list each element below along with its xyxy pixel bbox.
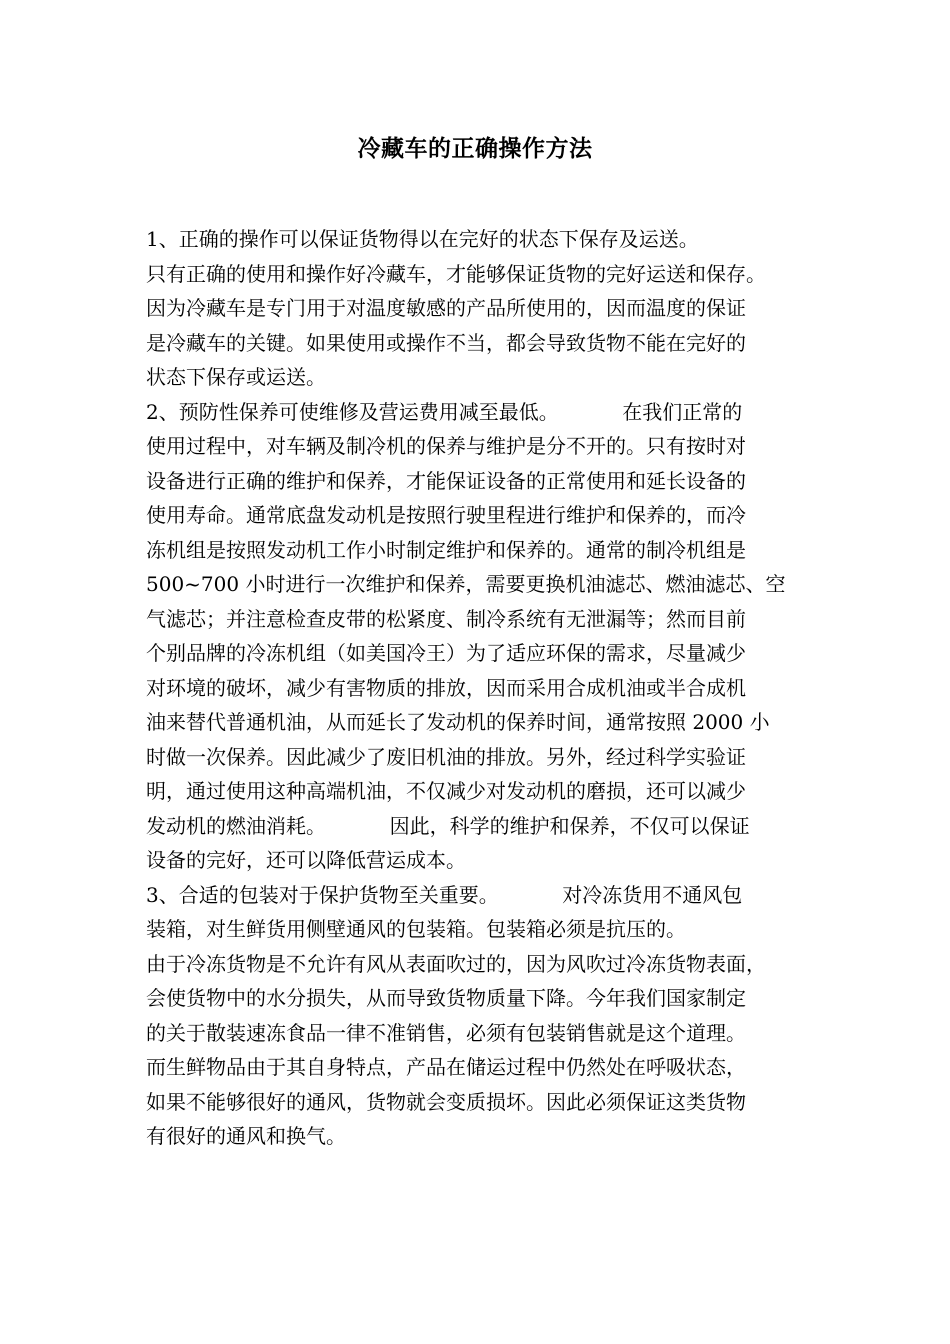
body-line: 1、正确的操作可以保证货物得以在完好的状态下保存及运送。 [146, 227, 699, 251]
body-line: 对环境的破坏，减少有害物质的排放，因而采用合成机油或半合成机 [146, 675, 746, 700]
body-line: 状态下保存或运送。 [146, 365, 326, 389]
document-title: 冷藏车的正确操作方法 [357, 135, 593, 162]
document-body [146, 222, 836, 1154]
body-line: 会使货物中的水分损失，从而导致货物质量下降。今年我们国家制定 [146, 986, 746, 1010]
body-line: 时做一次保养。因此减少了废旧机油的排放。另外，经过科学实验证 [146, 744, 746, 769]
body-line: 有很好的通风和换气。 [146, 1124, 346, 1148]
body-line: 设备的完好，还可以降低营运成本。 [146, 848, 466, 872]
body-line: 而生鲜物品由于其自身特点，产品在储运过程中仍然处在呼吸状态， [146, 1055, 746, 1079]
body-line: 的关于散装速冻食品一律不准销售，必须有包装销售就是这个道理。 [146, 1020, 746, 1045]
body-line: 设备进行正确的维护和保养，才能保证设备的正常使用和延长设备的 [146, 468, 746, 493]
body-line: 2、预防性保养可使维修及营运费用减至最低。 在我们正常的 [146, 399, 743, 424]
body-line: 500~700 小时进行一次维护和保养，需要更换机油滤芯、燃油滤芯、空 [146, 572, 786, 596]
body-line: 使用过程中，对车辆及制冷机的保养与维护是分不开的。只有按时对 [146, 434, 746, 458]
body-line: 冻机组是按照发动机工作小时制定维护和保养的。通常的制冷机组是 [146, 537, 746, 562]
body-line: 只有正确的使用和操作好冷藏车，才能够保证货物的完好运送和保存。 [146, 261, 766, 286]
body-line: 气滤芯；并注意检查皮带的松紧度、制冷系统有无泄漏等；然而目前 [146, 606, 746, 631]
body-line: 发动机的燃油消耗。 因此，科学的维护和保养，不仅可以保证 [146, 813, 750, 838]
body-line: 3、合适的包装对于保护货物至关重要。 对冷冻货用不通风包 [146, 882, 743, 907]
body-line: 明，通过使用这种高端机油，不仅减少对发动机的磨损，还可以减少 [146, 779, 746, 803]
body-line: 如果不能够很好的通风，货物就会变质损坏。因此必须保证这类货物 [146, 1089, 746, 1114]
body-line: 油来替代普通机油，从而延长了发动机的保养时间，通常按照 2000 小 [146, 710, 770, 734]
body-line: 装箱，对生鲜货用侧壁通风的包装箱。包装箱必须是抗压的。 [146, 917, 686, 941]
body-line: 使用寿命。通常底盘发动机是按照行驶里程进行维护和保养的，而冷 [146, 503, 746, 527]
body-line: 由于冷冻货物是不允许有风从表面吹过的，因为风吹过冷冻货物表面， [146, 951, 766, 976]
body-line: 是冷藏车的关键。如果使用或操作不当，都会导致货物不能在完好的 [146, 330, 746, 355]
body-line: 个别品牌的冷冻机组（如美国冷王）为了适应环保的需求，尽量减少 [146, 641, 746, 665]
body-line: 因为冷藏车是专门用于对温度敏感的产品所使用的，因而温度的保证 [146, 296, 746, 320]
